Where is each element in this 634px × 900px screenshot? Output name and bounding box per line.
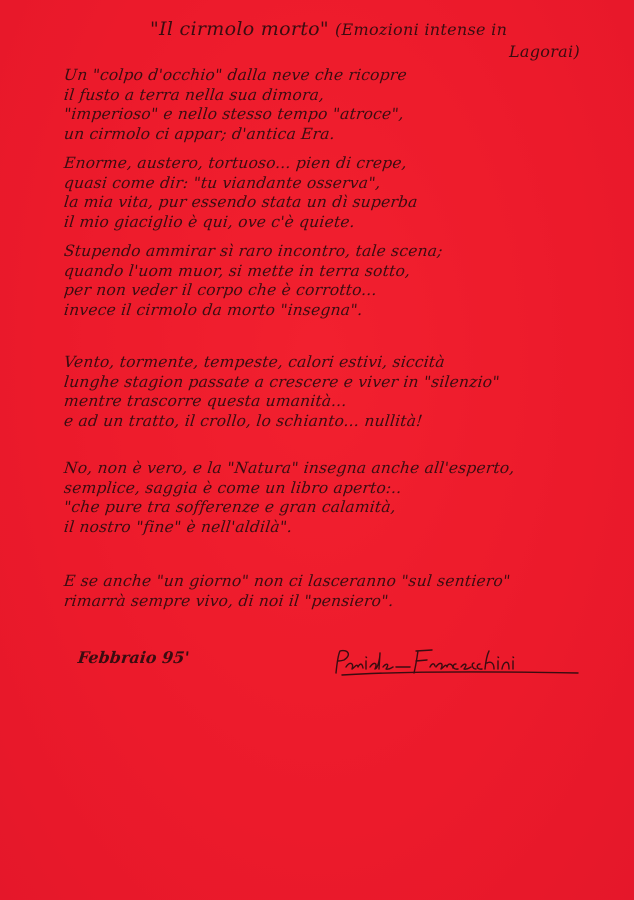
- stanza-1: [64, 66, 407, 144]
- poem-line: mentre trascorre questa umanità...: [63, 392, 348, 411]
- poem-line: E se anche "un giorno" non ci lasceranno "sul sentiero": [63, 572, 512, 590]
- poem-line: lunghe stagion passate a crescere e viver in "silenzio": [63, 372, 501, 391]
- poem-line: Stupendo ammirar sì raro incontro, tale scena;: [63, 242, 444, 260]
- poem-line: Enorme, austero, tortuoso... pien di crepe,: [63, 154, 408, 172]
- poem-line: quasi come dir: "tu viandante osserva",: [63, 173, 382, 192]
- poem-line: il fusto a terra nella sua dimora,: [63, 85, 326, 104]
- poem-title-main: "Il cirmolo morto": [150, 18, 329, 40]
- poem-line: Un "colpo d'occhio" dalla neve che ricopre: [63, 66, 408, 84]
- stanza-5: [64, 459, 515, 537]
- poem-line: "che pure tra sofferenze e gran calamità,: [63, 498, 397, 517]
- poem-title: [150, 18, 590, 63]
- poem-line: un cirmolo ci appar; d'antica Era.: [63, 124, 336, 143]
- poem-line: rimarrà sempre vivo, di noi il "pensiero".: [63, 591, 395, 610]
- poem-line: "imperioso" e nello stesso tempo "atroce",: [63, 105, 405, 124]
- stanza-6: [64, 572, 510, 611]
- poem-line: e ad un tratto, il crollo, lo schianto... nullità!: [63, 411, 424, 430]
- poem-title-subtitle: (Emozioni intense in: [334, 20, 508, 39]
- poem-line: la mia vita, pur essendo stata un dì superba: [63, 193, 419, 212]
- stanza-2: [64, 154, 418, 232]
- stanza-3: [64, 242, 443, 320]
- poem-date: Febbraio 95': [77, 648, 191, 667]
- poem-line: il mio giaciglio è qui, ove c'è quiete.: [63, 212, 356, 231]
- poem-line: Vento, tormente, tempeste, calori estivi, siccità: [63, 353, 446, 371]
- poem-line: per non veder il corpo che è corrotto...: [63, 281, 378, 300]
- stanza-4: [64, 353, 500, 431]
- poem-line: semplice, saggia è come un libro aperto:..: [63, 478, 403, 497]
- poem-line: quando l'uom muor, si mette in terra sotto,: [63, 261, 412, 280]
- handwritten-signature: [328, 645, 588, 679]
- poem-line: No, non è vero, e la "Natura" insegna anche all'esperto,: [63, 459, 516, 477]
- poem-line: il nostro "fine" è nell'aldilà".: [63, 517, 294, 536]
- poem-title-subtitle-cont: Lagorai): [509, 42, 580, 61]
- poem-line: invece il cirmolo da morto "insegna".: [63, 300, 364, 319]
